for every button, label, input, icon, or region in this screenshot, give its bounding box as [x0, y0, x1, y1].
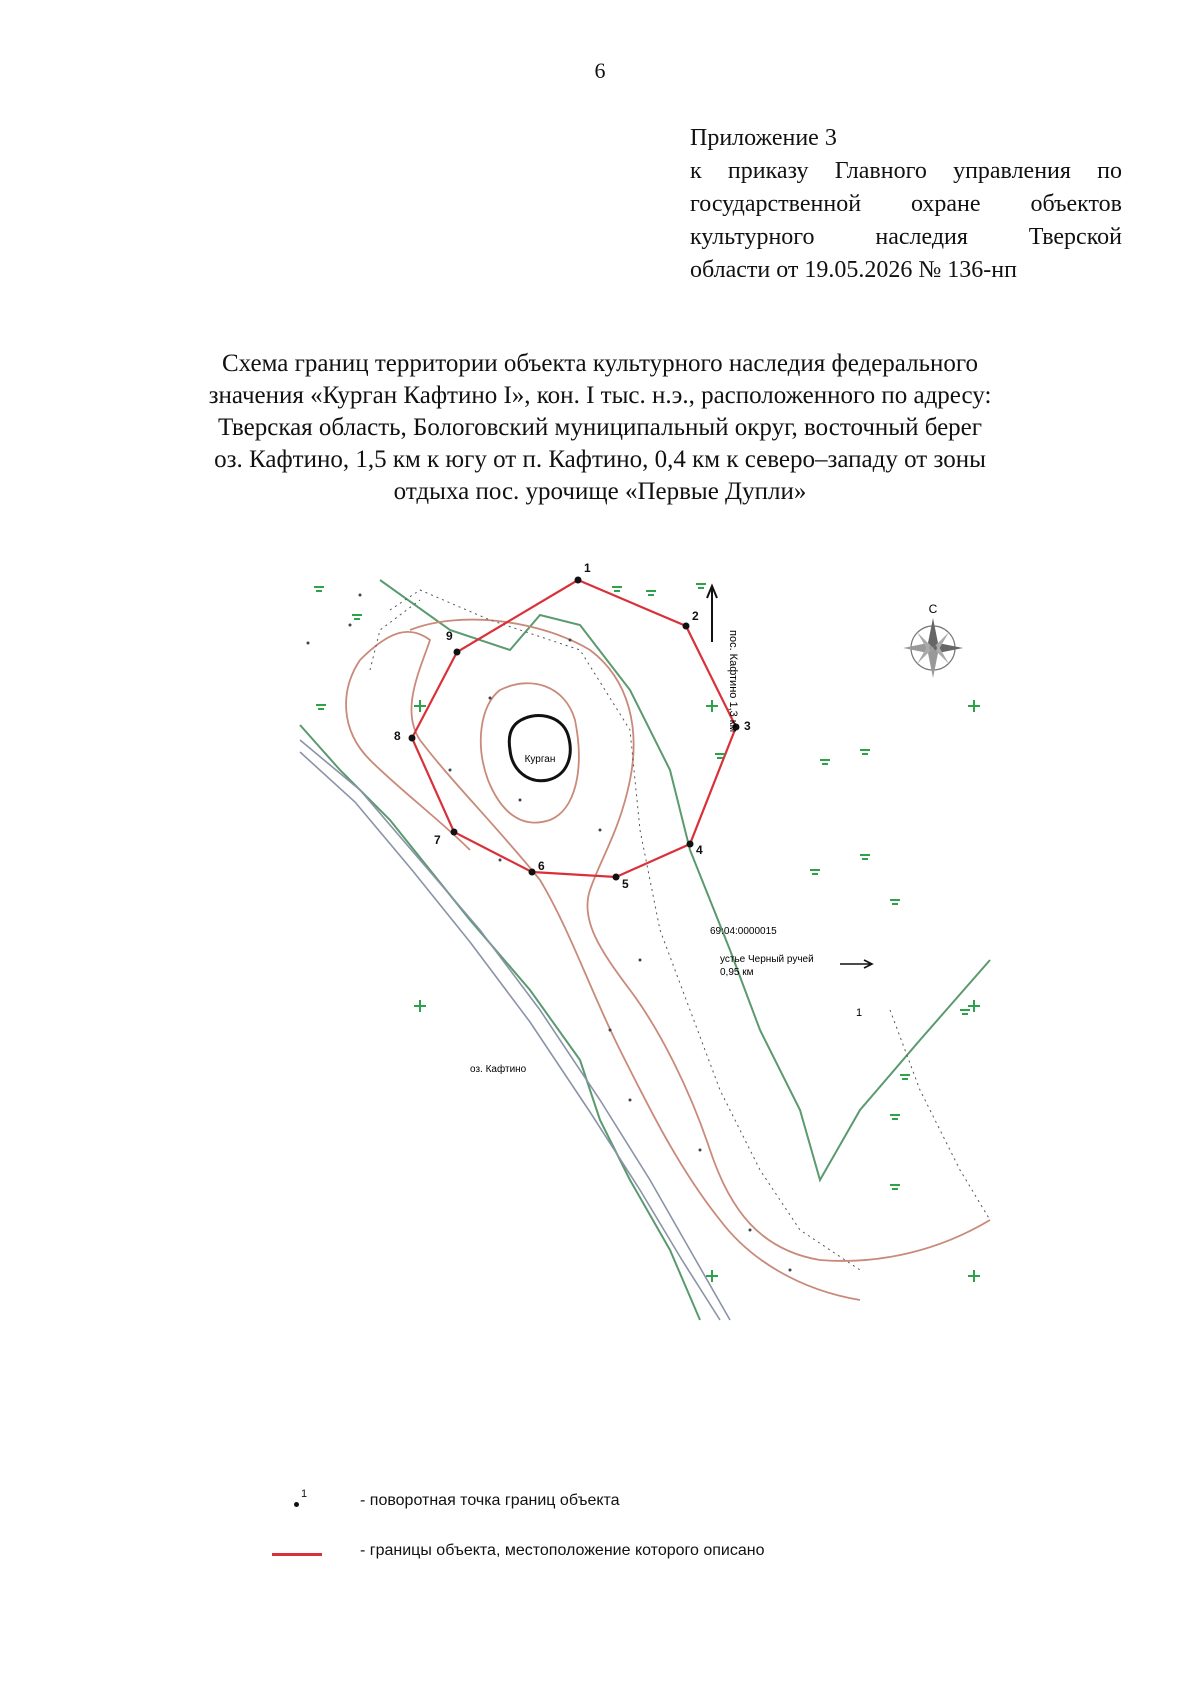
grass-icon — [612, 587, 622, 591]
area-number: 1 — [856, 1007, 863, 1019]
title-line: отдыха пос. урочище «Первые Дупли» — [393, 478, 807, 505]
legend-point-text: - поворотная точка границ объекта — [360, 1492, 620, 1509]
grass-icon — [646, 591, 656, 595]
contour-line — [346, 660, 470, 850]
point-label-9: 9 — [446, 629, 453, 643]
map-svg — [300, 561, 990, 1320]
point-label-5: 5 — [622, 877, 629, 891]
lake-label: оз. Кафтино — [470, 1064, 527, 1075]
green-lines — [300, 580, 990, 1320]
grass-icon — [352, 615, 362, 619]
boundary-point-6 — [529, 869, 536, 876]
stream-direction — [720, 954, 872, 978]
boundary-map — [300, 561, 990, 1320]
boundary-point-8 — [409, 735, 416, 742]
point-label-4: 4 — [696, 843, 703, 857]
meadow-icon — [706, 700, 718, 712]
settlement-direction-label: пос. Кафтино 1,3 км — [727, 630, 739, 733]
point-label-7: 7 — [434, 833, 441, 847]
stream-label: устье Черный ручей — [720, 954, 814, 965]
appendix-header — [690, 122, 1122, 287]
title-line: значения «Курган Кафтино I», кон. I тыс. н.э., расположенного по адресу: — [208, 382, 992, 409]
grass-icon — [960, 1010, 970, 1014]
contour-line — [481, 683, 579, 822]
title-line: оз. Кафтино, 1,5 км к югу от п. Кафтино, 0,4 км к северо–западу от зоны — [214, 446, 986, 473]
boundary-point-7 — [451, 829, 458, 836]
appendix-line: к приказу Главного управления по — [690, 158, 1122, 184]
settlement-arrow-icon — [707, 586, 717, 642]
meadow-icon — [414, 1000, 426, 1012]
appendix-line: Приложение 3 — [690, 125, 837, 151]
compass-north-label: С — [928, 602, 938, 616]
legend-line-symbol — [270, 1538, 330, 1568]
grass-icon — [890, 1185, 900, 1189]
dotted-line — [890, 1010, 990, 1220]
grass-icon — [316, 705, 326, 709]
legend-point-number: 1 — [301, 1488, 308, 1500]
road-line — [300, 752, 720, 1320]
road-lines — [300, 740, 730, 1320]
point-label-6: 6 — [538, 859, 545, 873]
point-label-8: 8 — [394, 729, 401, 743]
grass-icon — [314, 587, 324, 591]
legend-point — [270, 1488, 970, 1518]
legend-point-symbol — [270, 1488, 330, 1518]
boundary-point-4 — [687, 841, 694, 848]
contour-lines — [346, 620, 990, 1300]
appendix-line: области от 19.05.2026 № 136-нп — [690, 257, 1017, 283]
compass-south-point — [928, 648, 938, 678]
meadow-icon — [968, 1270, 980, 1282]
compass-north-point — [928, 618, 938, 648]
grass-icon — [860, 855, 870, 859]
boundary-point-9 — [454, 649, 461, 656]
title-line: Схема границ территории объекта культурного наследия федерального — [221, 350, 979, 377]
turning-point-icon — [294, 1502, 299, 1507]
meadow-icon — [968, 700, 980, 712]
stream-distance: 0,95 км — [720, 967, 754, 978]
boundary-point-1 — [575, 577, 582, 584]
grass-icon — [900, 1075, 910, 1079]
point-label-3: 3 — [744, 719, 751, 733]
kurgan-outline — [509, 716, 570, 781]
grass-icon — [810, 870, 820, 874]
appendix-line: государственной охране объектов — [690, 191, 1122, 217]
contour-line — [360, 632, 863, 1300]
boundary-point-labels — [394, 561, 751, 891]
grass-icon — [696, 584, 706, 588]
cadastral-number: 69:04:0000015 — [710, 926, 777, 937]
forest-edge-line — [380, 580, 990, 1180]
compass-rose — [903, 602, 963, 678]
boundary-line-icon — [272, 1553, 322, 1556]
grass-icon — [820, 760, 830, 764]
point-label-2: 2 — [692, 609, 699, 623]
appendix-line: культурного наследия Тверской — [690, 224, 1122, 250]
meadow-icon — [414, 700, 426, 712]
boundary-point-5 — [613, 874, 620, 881]
contour-line — [410, 620, 990, 1261]
kurgan-label: Курган — [524, 754, 556, 765]
boundary-point-2 — [683, 623, 690, 630]
title-line: Тверская область, Бологовский муниципальный округ, восточный берег — [217, 414, 983, 441]
kurgan-mound — [509, 716, 570, 781]
grass-icon — [860, 750, 870, 754]
legend-line — [270, 1538, 970, 1568]
page-number: 6 — [594, 58, 606, 83]
legend-line-text: - границы объекта, местоположение которого описано — [360, 1542, 765, 1559]
grass-icon — [890, 1115, 900, 1119]
grass-icon — [890, 900, 900, 904]
stream-arrow-icon — [840, 960, 872, 968]
shore-line — [300, 725, 700, 1320]
dotted-lines — [370, 590, 990, 1270]
document-title — [130, 348, 1070, 508]
point-label-1: 1 — [584, 561, 591, 575]
